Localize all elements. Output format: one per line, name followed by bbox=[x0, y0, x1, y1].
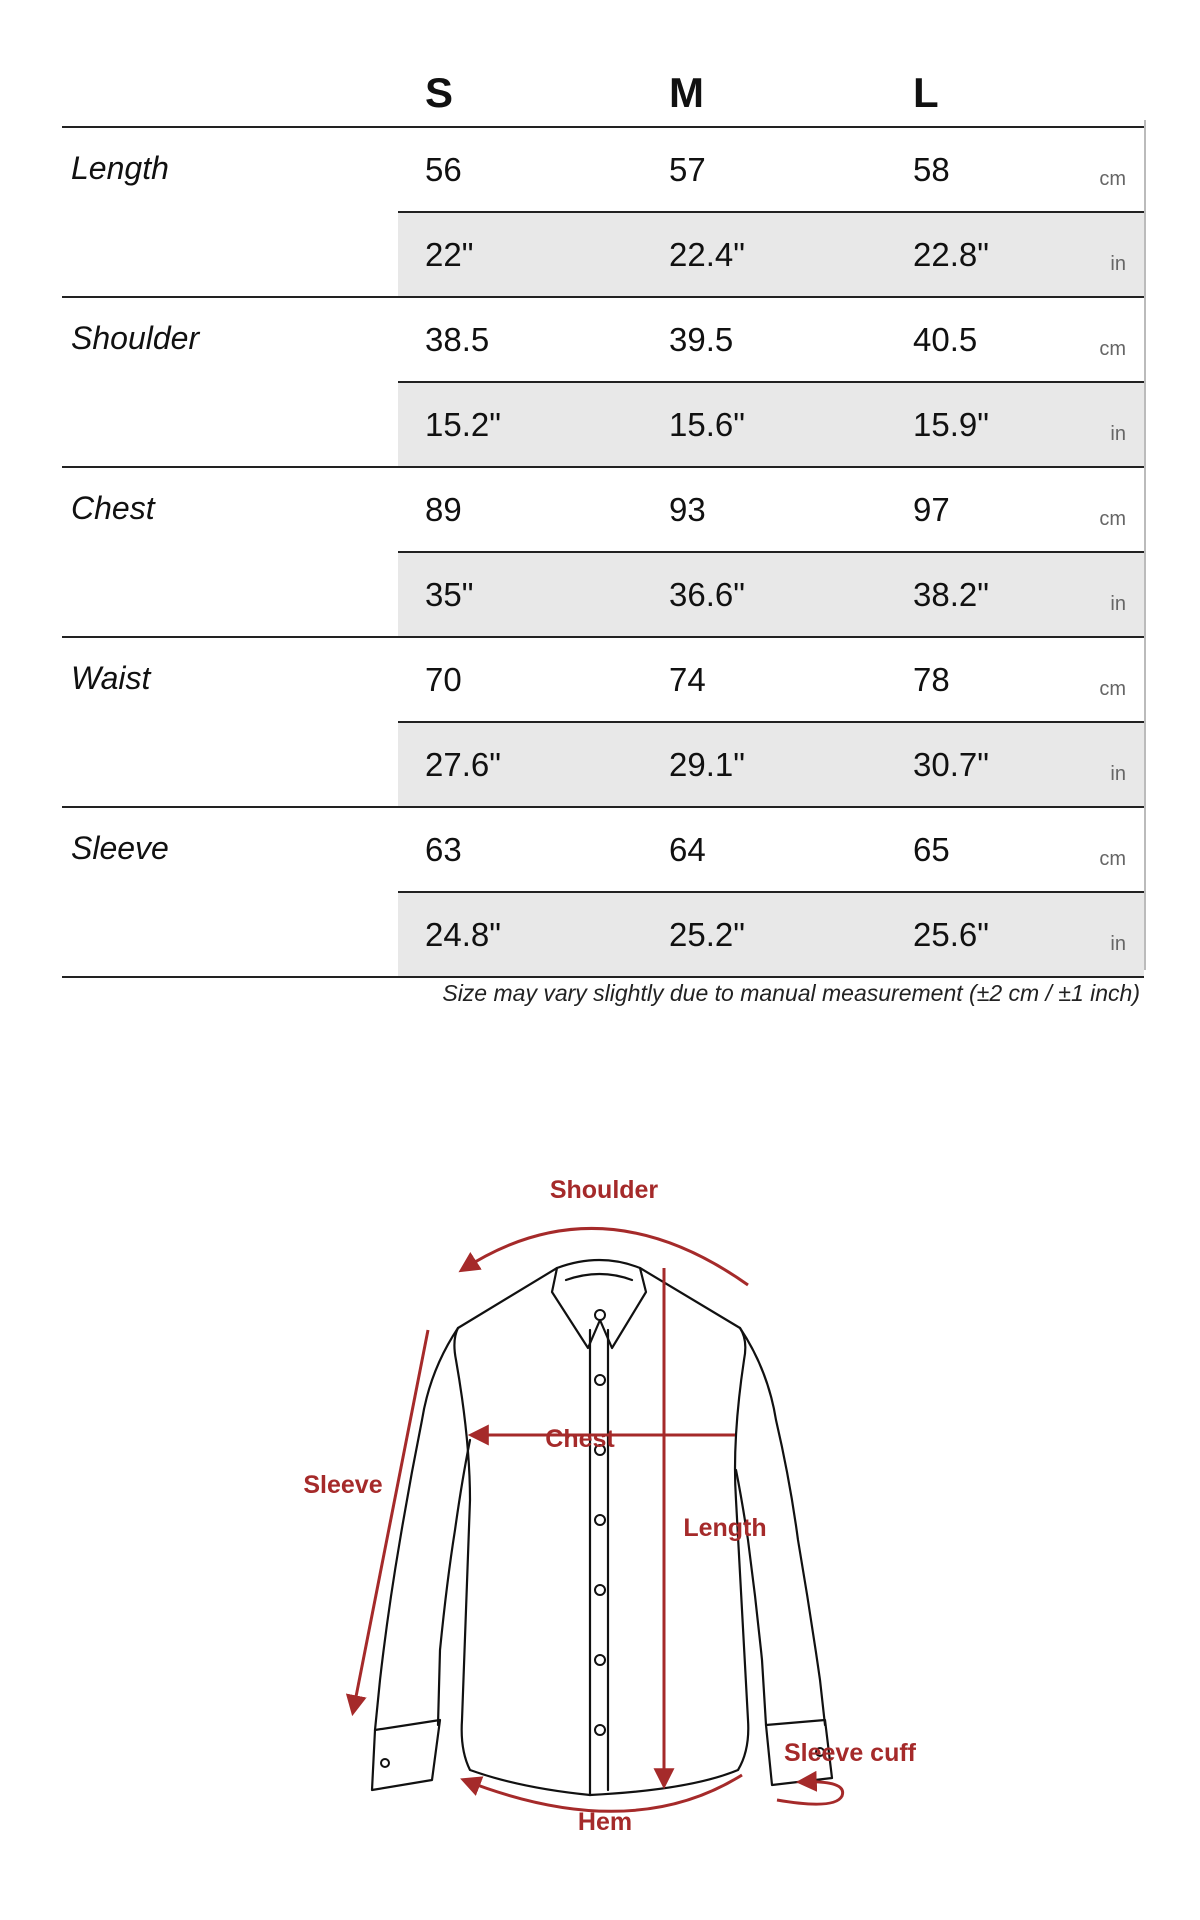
table-cell: 64 bbox=[642, 807, 886, 892]
size-header-s: S bbox=[398, 60, 642, 127]
table-cell: 24.8" bbox=[398, 892, 642, 977]
table-cell: 65 bbox=[886, 807, 1130, 892]
table-cell: 15.2" bbox=[398, 382, 642, 467]
unit-cm: cm bbox=[1099, 508, 1126, 530]
table-cell: 38.5 bbox=[398, 297, 642, 382]
table-cell: 38.2" bbox=[886, 552, 1130, 637]
shirt-cuff-left bbox=[372, 1720, 440, 1790]
length-cm-row bbox=[62, 127, 1144, 212]
table-cell: 58 bbox=[886, 127, 1130, 212]
table-cell: 89 bbox=[398, 467, 642, 552]
label-sleeve-cuff: Sleeve cuff bbox=[783, 1739, 917, 1767]
size-table bbox=[62, 60, 1144, 978]
header-unit-blank bbox=[1130, 60, 1144, 127]
measure-label-sleeve: Sleeve bbox=[62, 807, 398, 977]
table-cell: 22" bbox=[398, 212, 642, 297]
table-right-edge bbox=[1144, 120, 1146, 970]
button-icon bbox=[595, 1655, 605, 1665]
label-hem: Hem bbox=[577, 1808, 633, 1836]
unit-cm: cm bbox=[1099, 168, 1126, 190]
label-chest: Chest bbox=[545, 1425, 615, 1453]
unit-cell bbox=[1099, 637, 1144, 722]
unit-cell bbox=[1099, 297, 1144, 382]
shirt-sleeve-left-inner bbox=[438, 1440, 470, 1725]
shoulder-arrow bbox=[462, 1228, 748, 1285]
table-cell: 56 bbox=[398, 127, 642, 212]
measure-label-chest: Chest bbox=[62, 467, 398, 637]
measurement-note: Size may vary slightly due to manual measurement (±2 cm / ±1 inch) bbox=[442, 980, 1140, 1006]
unit-cell bbox=[1099, 127, 1144, 212]
unit-cm: cm bbox=[1099, 848, 1126, 870]
sleeve-cuff-arrow bbox=[777, 1782, 843, 1804]
table-cell: 25.6" bbox=[886, 892, 1130, 977]
table-cell: 57 bbox=[642, 127, 886, 212]
label-sleeve: Sleeve bbox=[303, 1471, 383, 1499]
unit-cm: cm bbox=[1099, 338, 1126, 360]
unit-in: in bbox=[1110, 763, 1126, 785]
unit-in: in bbox=[1110, 423, 1126, 445]
chest-cm-row bbox=[62, 467, 1144, 552]
shoulder-cm-row bbox=[62, 297, 1144, 382]
size-header-row bbox=[62, 60, 1144, 127]
table-cell: 29.1" bbox=[642, 722, 886, 807]
table-cell: 35" bbox=[398, 552, 642, 637]
table-cell: 70 bbox=[398, 637, 642, 722]
unit-in: in bbox=[1110, 253, 1126, 275]
button-icon bbox=[595, 1515, 605, 1525]
table-cell: 25.2" bbox=[642, 892, 886, 977]
size-header-m: M bbox=[642, 60, 886, 127]
measure-label-length: Length bbox=[62, 127, 398, 297]
shirt-measurement-diagram bbox=[0, 1140, 1200, 1900]
table-cell: 78 bbox=[886, 637, 1130, 722]
unit-in: in bbox=[1110, 593, 1126, 615]
measure-label-shoulder: Shoulder bbox=[62, 297, 398, 467]
table-cell: 39.5 bbox=[642, 297, 886, 382]
unit-cell bbox=[1110, 212, 1144, 297]
size-header-l: L bbox=[886, 60, 1130, 127]
waist-cm-row bbox=[62, 637, 1144, 722]
button-icon bbox=[595, 1310, 605, 1320]
table-cell: 93 bbox=[642, 467, 886, 552]
button-icon bbox=[595, 1585, 605, 1595]
header-blank bbox=[62, 60, 398, 127]
unit-cm: cm bbox=[1099, 678, 1126, 700]
sleeve-arrow bbox=[353, 1330, 428, 1712]
unit-cell bbox=[1110, 722, 1144, 807]
table-cell: 15.6" bbox=[642, 382, 886, 467]
label-shoulder: Shoulder bbox=[549, 1176, 659, 1204]
unit-cell bbox=[1099, 807, 1144, 892]
measure-label-waist: Waist bbox=[62, 637, 398, 807]
table-cell: 40.5 bbox=[886, 297, 1130, 382]
unit-cell bbox=[1099, 467, 1144, 552]
unit-cell bbox=[1110, 892, 1144, 977]
label-length: Length bbox=[683, 1514, 767, 1542]
button-icon bbox=[595, 1725, 605, 1735]
unit-cell bbox=[1110, 552, 1144, 637]
button-icon bbox=[595, 1375, 605, 1385]
unit-in: in bbox=[1110, 933, 1126, 955]
cuff-button-icon bbox=[381, 1759, 389, 1767]
table-cell: 15.9" bbox=[886, 382, 1130, 467]
table-cell: 30.7" bbox=[886, 722, 1130, 807]
table-cell: 97 bbox=[886, 467, 1130, 552]
shirt-body-left bbox=[454, 1268, 590, 1795]
sleeve-cm-row bbox=[62, 807, 1144, 892]
table-cell: 74 bbox=[642, 637, 886, 722]
shirt-collar-band bbox=[566, 1274, 632, 1280]
table-cell: 27.6" bbox=[398, 722, 642, 807]
table-cell: 36.6" bbox=[642, 552, 886, 637]
unit-cell bbox=[1110, 382, 1144, 467]
table-cell: 22.4" bbox=[642, 212, 886, 297]
table-cell: 22.8" bbox=[886, 212, 1130, 297]
table-cell: 63 bbox=[398, 807, 642, 892]
